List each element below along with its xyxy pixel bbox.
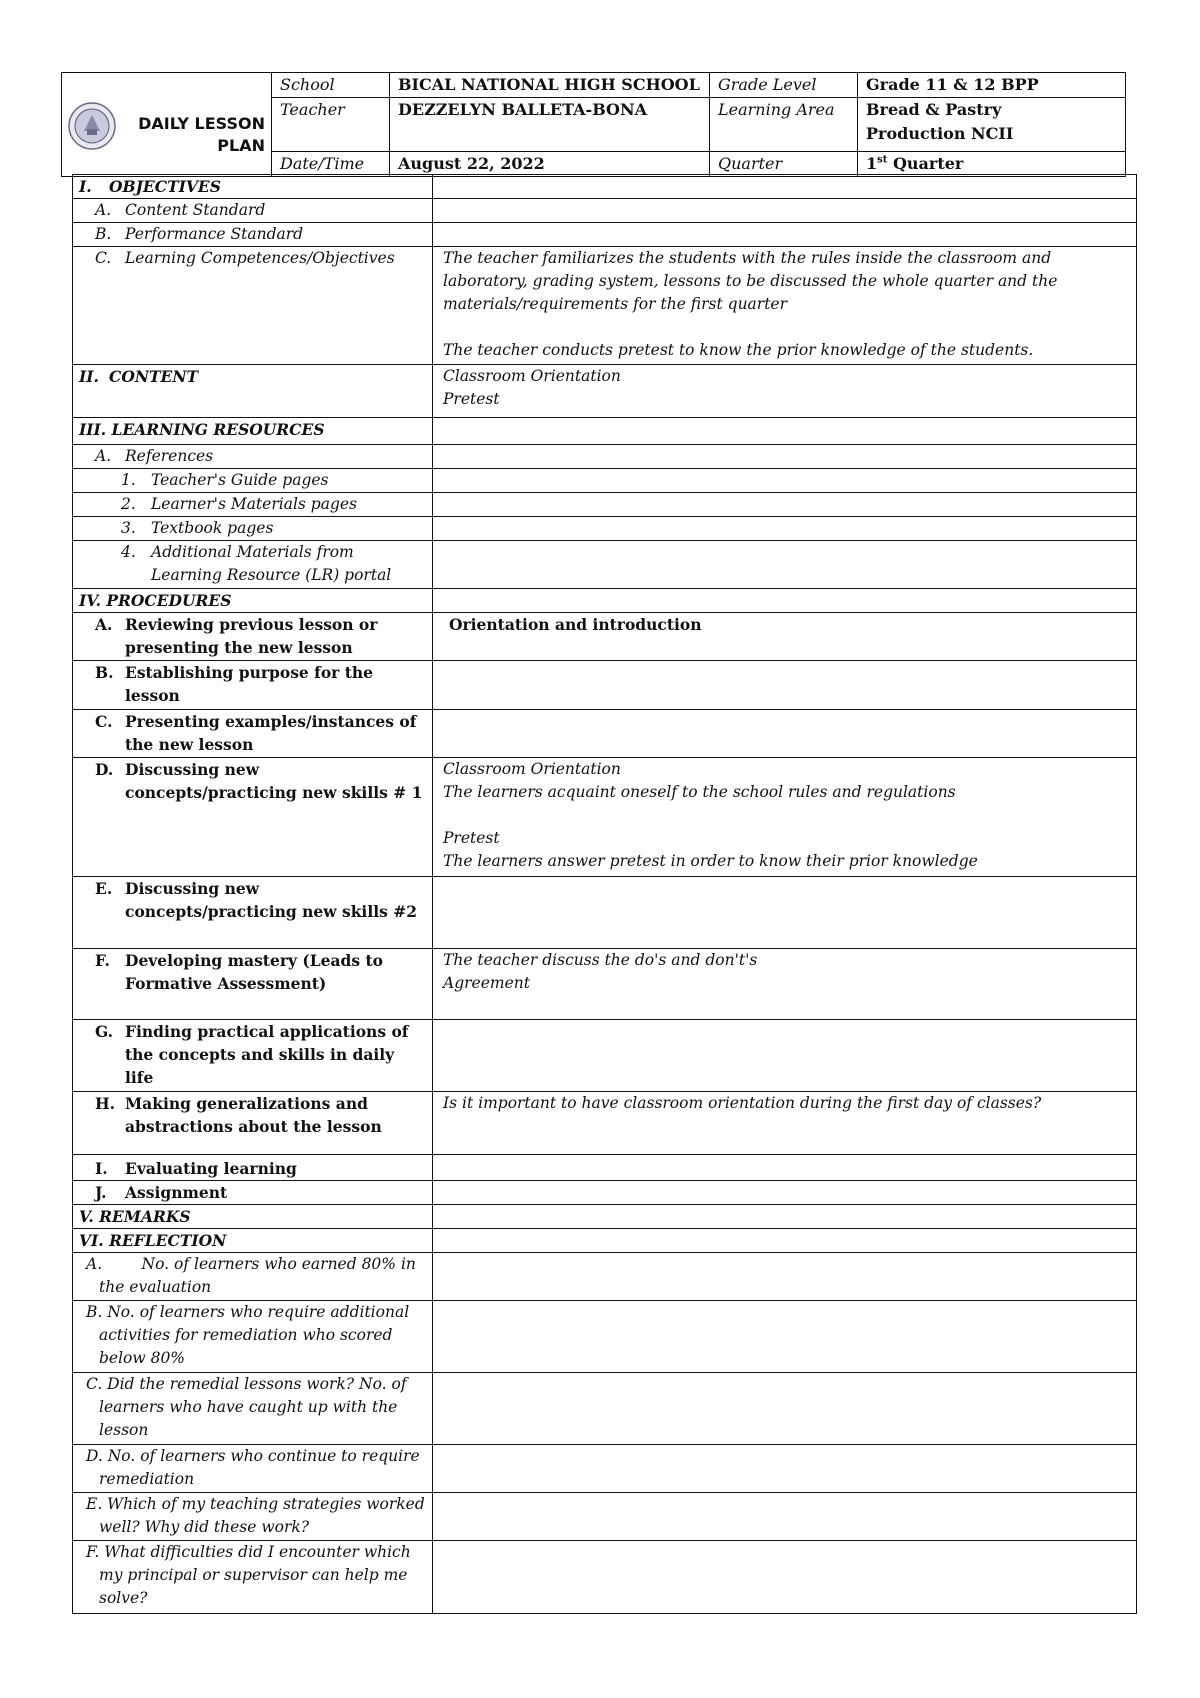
table-row [73,517,1137,541]
table-row [73,1493,1137,1541]
quarter-value: 1st Quarter [858,152,1126,177]
reflection-b-label: B. No. of learners who require additional activities for remediation who scored below 80% [73,1301,433,1373]
header-logo-cell [62,73,272,177]
school-value: BICAL NATIONAL HIGH SCHOOL [390,73,710,98]
table-row [73,1092,1137,1155]
date-time-value: August 22, 2022 [390,152,710,177]
table-row [73,1181,1137,1205]
textbook-pages-label: 3. Textbook pages [73,517,433,541]
reflection-heading: VI. REFLECTION [73,1229,433,1253]
reflection-d-label: D. No. of learners who continue to require remediation [73,1445,433,1493]
lesson-plan-table [72,174,1137,1614]
learners-materials-label: 2. Learner's Materials pages [73,493,433,517]
reflection-f-label: F. What difficulties did I encounter which my principal or supervisor can help me solve? [73,1541,433,1614]
procedure-d-label: D. Discussing new concepts/practicing new skills # 1 [73,758,433,877]
procedure-c-label: C. Presenting examples/instances of the new lesson [73,710,433,758]
procedure-f-label: F. Developing mastery (Leads to Formative Assessment) [73,949,433,1020]
content-standard-label: A. Content Standard [73,199,433,223]
reflection-c-label: C. Did the remedial lessons work? No. of learners who have caught up with the lesson [73,1373,433,1445]
procedure-e-label: E. Discussing new concepts/practicing new skills #2 [73,877,433,949]
table-row [73,1301,1137,1373]
table-row [73,589,1137,613]
table-row [73,613,1137,661]
content-value: Classroom Orientation Pretest [433,365,1137,418]
procedure-g-label: G. Finding practical applications of the concepts and skills in daily life [73,1020,433,1092]
procedures-heading: IV. PROCEDURES [73,589,433,613]
procedure-a-label: A. Reviewing previous lesson or presenting the new lesson [73,613,433,661]
table-row [73,1253,1137,1301]
table-row [73,445,1137,469]
procedure-f-value: The teacher discuss the do's and don't's Agreement [433,949,1137,1020]
procedure-h-label: H. Making generalizations and abstractions about the lesson [73,1092,433,1155]
table-row [73,493,1137,517]
table-row [73,758,1137,877]
school-label: School [272,73,390,98]
grade-level-value: Grade 11 & 12 BPP [858,73,1126,98]
table-row [73,418,1137,445]
teacher-value: DEZZELYN BALLETA-BONA [390,98,710,152]
reflection-a-label: A. No. of learners who earned 80% in the evaluation [73,1253,433,1301]
procedure-d-value: Classroom Orientation The learners acquaint oneself to the school rules and regulations Pretest The learners answer pretest in order to know their prior knowledge [433,758,1137,877]
table-row [73,469,1137,493]
procedure-i-label: I. Evaluating learning [73,1155,433,1181]
performance-standard-label: B. Performance Standard [73,223,433,247]
procedure-h-value: Is it important to have classroom orientation during the first day of classes? [433,1092,1137,1155]
quarter-label: Quarter [710,152,858,177]
daily-lesson-plan-title: DAILY LESSON PLAN [138,114,265,155]
table-row [73,1445,1137,1493]
content-heading: II. CONTENT [73,365,433,418]
teachers-guide-label: 1. Teacher's Guide pages [73,469,433,493]
table-row [73,541,1137,589]
grade-level-label: Grade Level [710,73,858,98]
table-row [73,1541,1137,1614]
teacher-label: Teacher [272,98,390,152]
table-row [73,1205,1137,1229]
reflection-e-label: E. Which of my teaching strategies worked well? Why did these work? [73,1493,433,1541]
table-row [73,1229,1137,1253]
learning-resources-heading: III. LEARNING RESOURCES [73,418,433,445]
table-row [73,247,1137,365]
table-row [73,223,1137,247]
learning-area-value: Bread & Pastry Production NCII [858,98,1126,152]
additional-materials-label: 4. Additional Materials from Learning Resource (LR) portal [73,541,433,589]
references-label: A. References [73,445,433,469]
table-row [73,199,1137,223]
table-row [73,1155,1137,1181]
remarks-heading: V. REMARKS [73,1205,433,1229]
table-row [73,710,1137,758]
table-row [73,365,1137,418]
deped-seal-icon [67,101,117,151]
procedure-j-label: J. Assignment [73,1181,433,1205]
table-row [73,877,1137,949]
header-table [61,72,1126,177]
table-row [73,661,1137,710]
table-row [73,1373,1137,1445]
learning-competences-value: The teacher familiarizes the students with the rules inside the classroom and laboratory, grading system, lessons to be discussed the whole quarter and the materials/requirements for the first quarter The teacher conducts pretest to know the prior knowledge of the students. [433,247,1137,365]
learning-area-label: Learning Area [710,98,858,152]
procedure-b-label: B. Establishing purpose for the lesson [73,661,433,710]
table-row [73,175,1137,199]
objectives-heading: I. OBJECTIVES [73,175,433,199]
table-row [73,949,1137,1020]
table-row [73,1020,1137,1092]
learning-competences-label: C. Learning Competences/Objectives [73,247,433,365]
procedure-a-value: Orientation and introduction [433,613,1137,661]
date-time-label: Date/Time [272,152,390,177]
